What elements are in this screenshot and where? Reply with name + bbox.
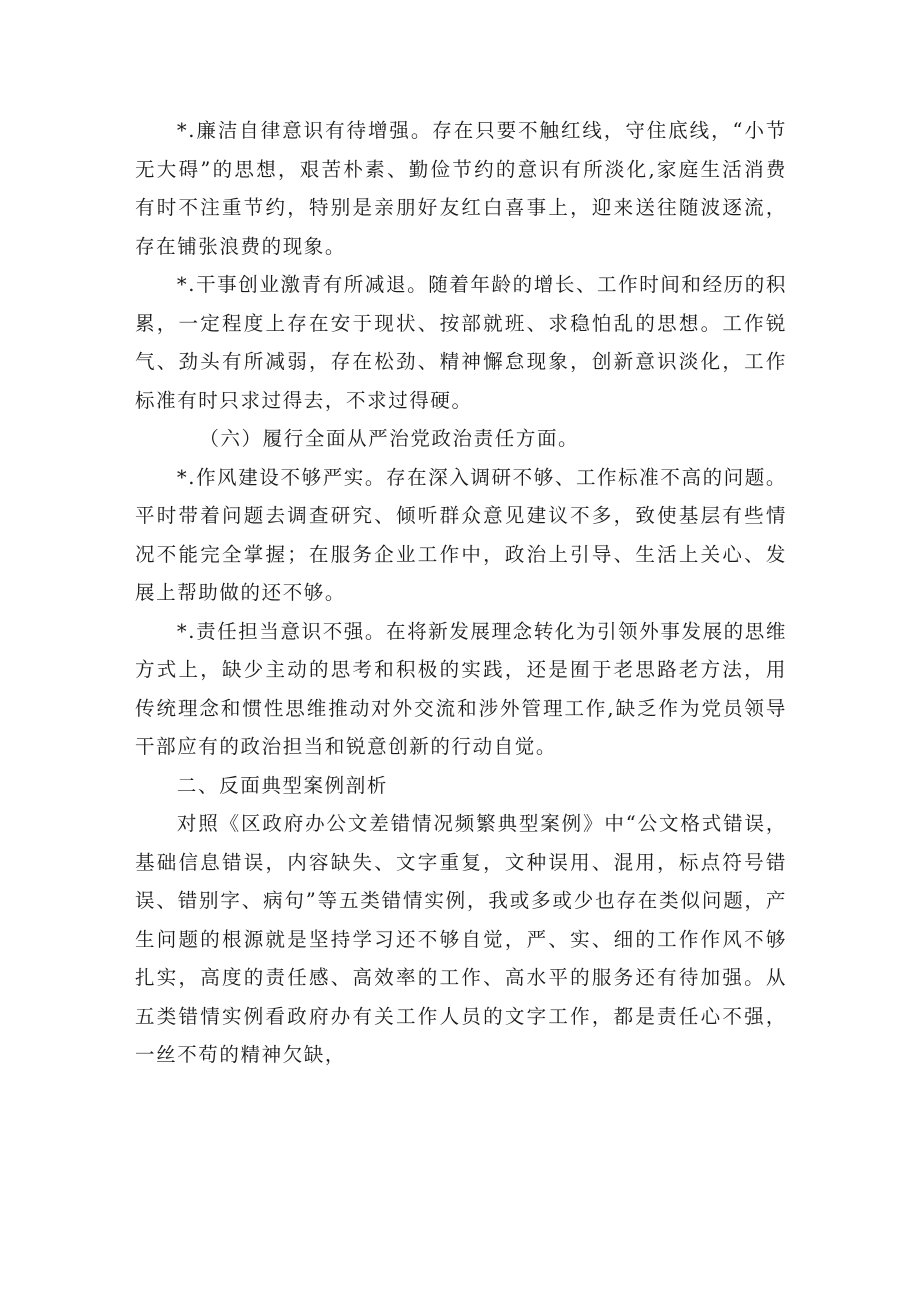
paragraph-work-style: *.作风建设不够严实。存在深入调研不够、工作标准不高的问题。平时带着问题去调查研究、倾听群众意见建议不多，致使基层有些情况不能完全掌握；在服务企业工作中，政治上引导、生活上关心、发展上帮助做的还不够。	[135, 465, 787, 604]
section-heading-party-governance: （六）履行全面从严治党政治责任方面。	[199, 427, 580, 450]
paragraph-entrepreneurial-passion: *.干事创业激青有所减退。随着年龄的增长、工作时间和经历的积累，一定程度上存在安于现状、按部就班、求稳怕乱的思想。工作锐气、劲头有所减弱，存在松劲、精神懈怠现象，创新意识淡化，工作标准有时只求过得去，不求过得硬。	[135, 273, 787, 412]
paragraph-responsibility: *.责任担当意识不强。在将新发展理念转化为引领外事发展的思维方式上，缺少主动的思考和积极的实践，还是囿于老思路老方法，用传统理念和惯性思维推动对外交流和涉外管理工作,缺乏作为党员领导干部应有的政治担当和锐意创新的行动自觉。	[135, 619, 787, 758]
paragraph-integrity-awareness: *.廉洁自律意识有待增强。存在只要不触红线，守住底线，“小节无大碍”的思想，艰苦朴素、勤俭节约的意识有所淡化,家庭生活消费有时不注重节约，特别是亲朋好友红白喜事上，迎来送往随波逐流，存在铺张浪费的现象。	[135, 119, 787, 258]
paragraph-case-comparison: 对照《区政府办公文差错情况频繁典型案例》中“公文格式错误，基础信息错误，内容缺失、文字重复，文种误用、混用，标点符号错误、错别字、病句”等五类错情实例，我或多或少也存在类似问题，产生问题的根源就是坚持学习还不够自觉，严、实、细的工作作风不够扎实，高度的责任感、高效率的工作、高水平的服务还有待加强。从五类错情实例看政府办有关工作人员的文字工作，都是责任心不强，一丝不苟的精神欠缺，	[135, 812, 787, 1066]
heading-negative-case-analysis: 二、反面典型案例剖析	[176, 773, 388, 797]
document-body	[135, 112, 787, 1075]
